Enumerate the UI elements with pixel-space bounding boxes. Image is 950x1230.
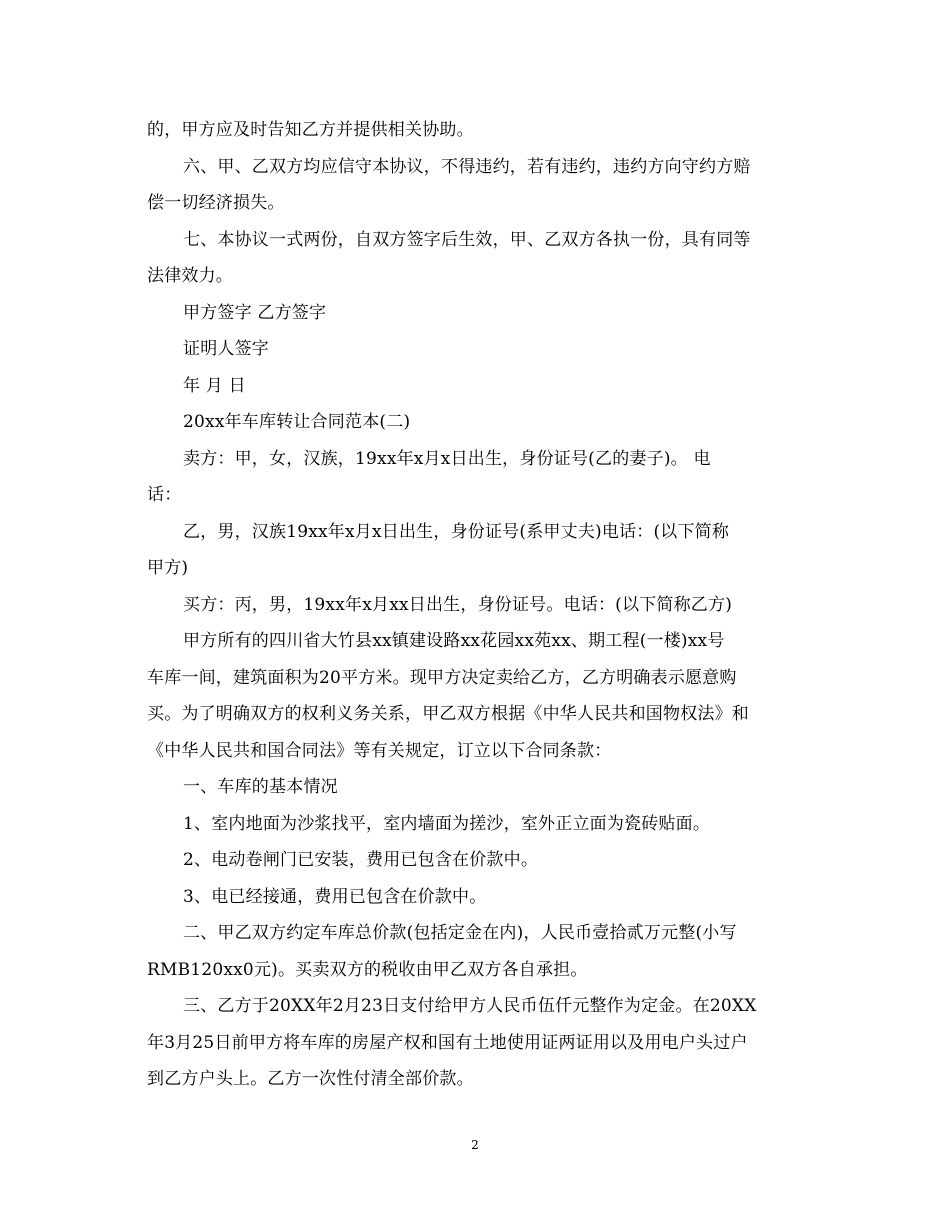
document-body	[147, 112, 809, 1098]
text-line: 七、本协议一式两份，自双方签字后生效，甲、乙双方各执一份，具有同等	[183, 229, 751, 250]
page-number: 2	[471, 1138, 479, 1152]
text-line: 六、甲、乙双方均应信守本协议，不得违约，若有违约，违约方向守约方赔	[183, 156, 751, 177]
text-line: 年3月25日前甲方将车库的房屋产权和国有土地使用证两证用以及用电户头过户	[147, 1032, 748, 1053]
text-line: 乙，男，汉族19xx年x月x日出生，身份证号(系甲丈夫)电话：(以下简称	[183, 521, 730, 542]
text-line: 买。为了明确双方的权利义务关系，甲乙双方根据《中华人民共和国物权法》和	[147, 704, 749, 724]
signature-line: 甲方签字 乙方签字	[183, 302, 327, 323]
text-line: 买方：丙，男，19xx年x月xx日出生，身份证号。电话：(以下简称乙方)	[183, 594, 733, 615]
text-line: 法律效力。	[147, 266, 233, 286]
text-line: 偿一切经济损失。	[147, 193, 285, 213]
text-line: 的，甲方应及时告知乙方并提供相关协助。	[147, 120, 474, 140]
text-line: 3、电已经接通，费用已包含在价款中。	[183, 886, 487, 907]
text-line: 甲方)	[147, 558, 189, 578]
text-line: 卖方：甲，女，汉族，19xx年x月x日出生，身份证号(乙的妻子)。 电	[183, 448, 711, 469]
text-line: RMB120xx0元)。买卖双方的税收由甲乙双方各自承担。	[147, 959, 588, 980]
text-line: 2、电动卷闸门已安装，费用已包含在价款中。	[183, 850, 539, 870]
witness-line: 证明人签字	[183, 339, 269, 359]
text-line: 1、室内地面为沙浆找平，室内墙面为搓沙，室外正立面为瓷砖贴面。	[183, 813, 711, 834]
clause-heading: 一、车库的基本情况	[183, 777, 338, 797]
section-title: 20xx年车库转让合同范本(二)	[183, 412, 411, 432]
text-line: 话：	[147, 485, 182, 505]
text-line: 甲方所有的四川省大竹县xx镇建设路xx花园xx苑xx、期工程(一楼)xx号	[183, 631, 725, 651]
text-line: 《中华人民共和国合同法》等有关规定，订立以下合同条款：	[147, 740, 612, 761]
text-line: 三、乙方于20XX年2月23日支付给甲方人民币伍仟元整作为定金。在20XX	[183, 996, 757, 1016]
text-line: 车库一间，建筑面积为20平方米。现甲方决定卖给乙方，乙方明确表示愿意购	[147, 667, 737, 688]
date-line: 年 月 日	[183, 375, 246, 396]
text-line: 二、甲乙双方约定车库总价款(包括定金在内)，人民币壹拾贰万元整(小写	[183, 923, 737, 943]
text-line: 到乙方户头上。乙方一次性付清全部价款。	[147, 1069, 474, 1089]
